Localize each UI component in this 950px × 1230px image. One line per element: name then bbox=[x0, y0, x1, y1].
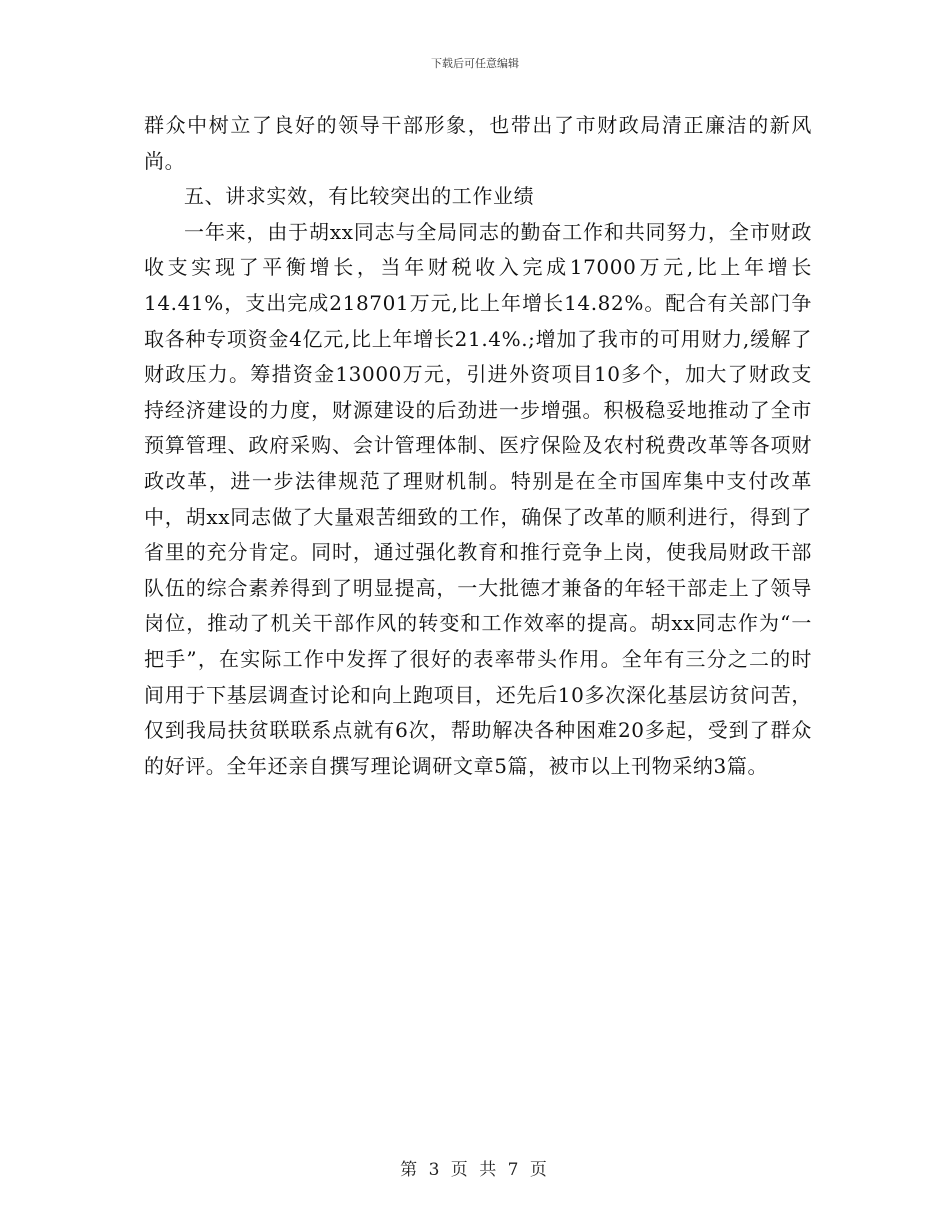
page-header-note: 下载后可任意编辑 bbox=[431, 57, 519, 70]
paragraph-achievements: 一年来，由于胡xx同志与全局同志的勤奋工作和共同努力，全市财政收支实现了平衡增长，当年财税收入完成17000万元,比上年增长14.41%，支出完成218701万元,比上年增长14.82%。配合有关部门争取各种专项资金4亿元,比上年增长21.4%.;增加了我市的可用财力,缓解了财政压力。筹措资金13000万元，引进外资项目10多个，加大了财政支持经济建设的力度，财源建设的后劲进一步增强。积极稳妥地推动了全市预算管理、政府采购、会计管理体制、医疗保险及农村税费改革等各项财政改革，进一步法律规范了理财机制。特别是在全市国库集中支付改革中，胡xx同志做了大量艰苦细致的工作，确保了改革的顺利进行，得到了省里的充分肯定。同时，通过强化教育和推行竞争上岗，使我局财政干部队伍的综合素养得到了明显提高，一大批德才兼备的年轻干部走上了领导岗位，推动了机关干部作风的转变和工作效率的提高。胡xx同志作为“一把手”，在实际工作中发挥了很好的表率带头作用。全年有三分之二的时间用于下基层调查讨论和向上跑项目，还先后10多次深化基层访贫问苦，仅到我局扶贫联联系点就有6次，帮助解决各种困难20多起，受到了群众的好评。全年还亲自撰写理论调研文章5篇，被市以上刊物采纳3篇。 bbox=[144, 219, 812, 778]
paragraph-continuation: 群众中树立了良好的领导干部形象，也带出了市财政局清正廉洁的新风尚。 bbox=[144, 113, 812, 173]
document-body bbox=[144, 108, 812, 784]
section-heading: 五、讲求实效，有比较突出的工作业绩 bbox=[184, 184, 535, 209]
page-number-footer: 第 3 页 共 7 页 bbox=[400, 1160, 550, 1180]
